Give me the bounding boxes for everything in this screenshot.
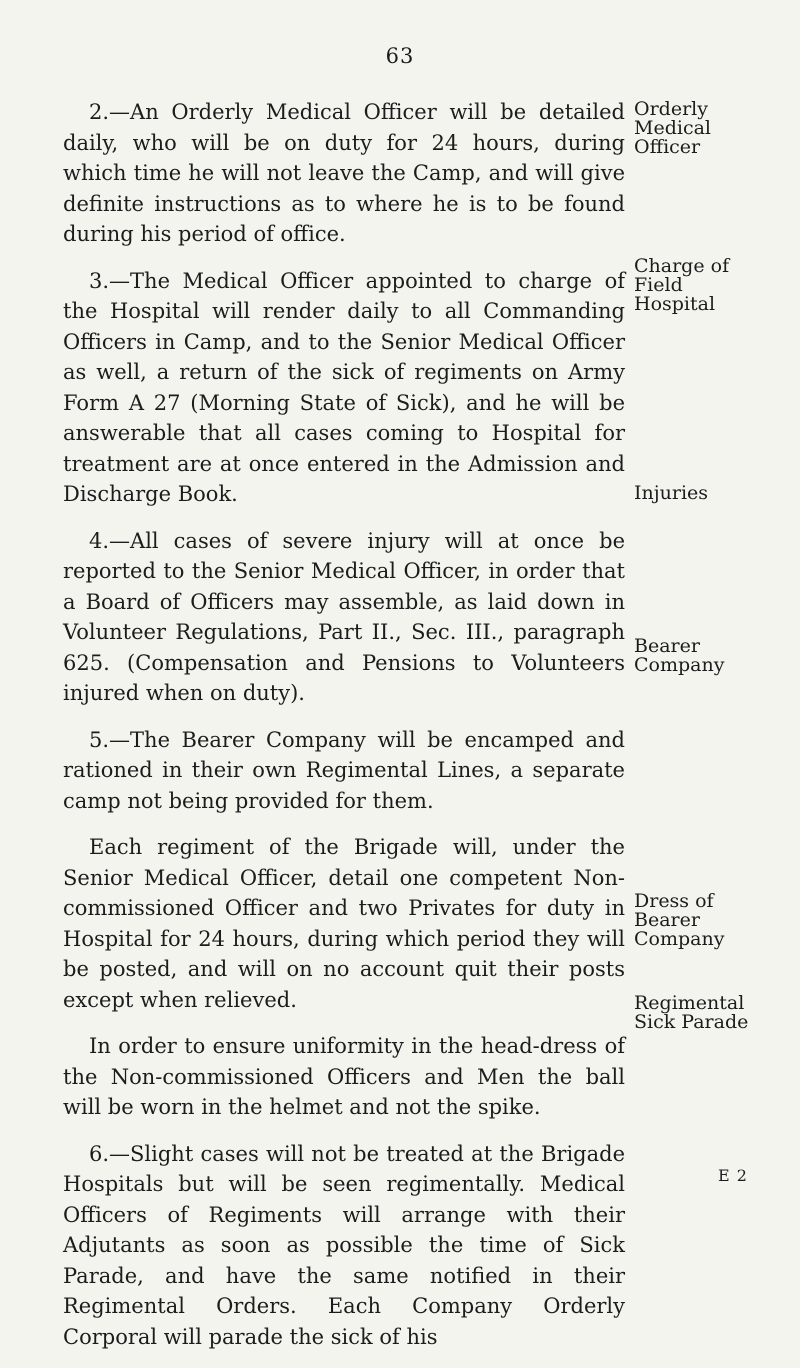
signature-mark: E 2 [718, 1166, 748, 1185]
margin-note-bearer-company: Bearer Company [634, 635, 725, 676]
paragraph-head-dress: In order to ensure uniformity in the head-dress of the Non-commissioned Officers and Men the ball will be worn in the helmet and not the spike. [63, 1034, 625, 1119]
margin-note-orderly-medical-officer: Orderly Medical Officer [634, 98, 711, 158]
paragraph-field-hospital: 3.—The Medical Officer appointed to charge of the Hospital will render daily to all Commanding Officers in Camp, and to the Senior Medical Officer as well, a return of the sick of regiments on Army Form A 27 (Morning State of Sick), and he will be answerable that all cases coming to Hospital for treatment are at once entered in the Admission and Discharge Book. [63, 268, 625, 506]
margin-note-sick-parade: Regimental Sick Parade [634, 992, 749, 1033]
page-number: 63 [385, 44, 415, 68]
margin-note-dress: Dress of Bearer Company [634, 890, 725, 950]
paragraph-bearer-company: 5.—The Bearer Company will be encamped and rationed in their own Regimental Lines, a separate camp not being provided for them. [63, 727, 625, 813]
margin-note-field-hospital: Charge of Field Hospital [634, 255, 730, 315]
paragraph-orderly-medical-officer: 2.—An Orderly Medical Officer will be detailed daily, who will be on duty for 24 hours, during which time he will not leave the Camp, and will give definite instructions as to where he is to be found during his period of office. [63, 100, 625, 246]
paragraph-injuries: 4.—All cases of severe injury will at once be reported to the Senior Medical Officer, in order that a Board of Officers may assemble, as laid down in Volunteer Regulations, Part II., Sec. III., paragraph 625. (Compensation and Pensions to Volunteers injured when on duty). [63, 528, 625, 705]
paragraph-sick-parade: 6.—Slight cases will not be treated at the Brigade Hospitals but will be seen regimentally. Medical Officers of Regiments will arrange with their Adjutants as soon as possible the time of Sick Parade, and have the same notified in their Regimental Orders. Each Company Orderly Corporal will parade the sick of his [63, 1141, 625, 1349]
margin-note-injuries: Injuries [634, 482, 709, 504]
body-text [63, 97, 625, 1368]
paragraph-regiment-detail: Each regiment of the Brigade will, under the Senior Medical Officer, detail one competent Non-commissioned Officer and two Privates for duty in Hospital for 24 hours, during which period they will be posted, and will on no account quit their posts except when relieved. [63, 835, 625, 1012]
